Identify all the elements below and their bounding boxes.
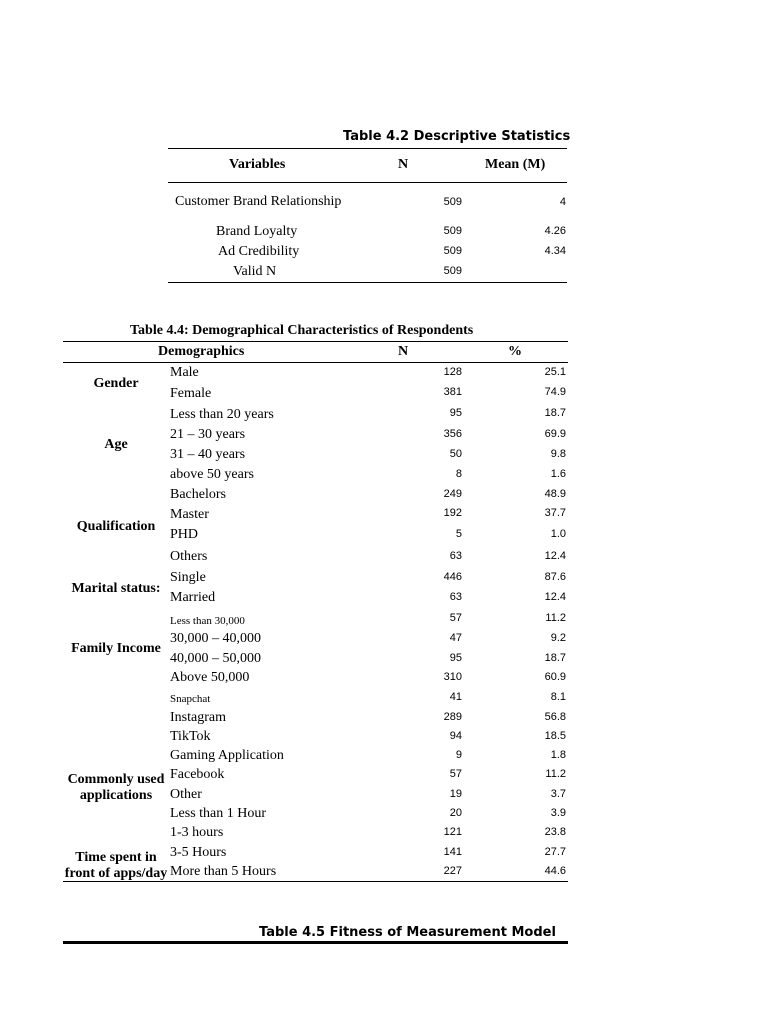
row-label: Others — [170, 549, 208, 564]
row-label: PHD — [170, 527, 199, 542]
row-n: 50 — [449, 448, 462, 460]
row-n: 9 — [455, 749, 462, 761]
row-n: 249 — [443, 488, 462, 500]
group-label-age: Age — [104, 437, 128, 452]
row-percent: 60.9 — [544, 671, 566, 683]
row-percent: 3.9 — [550, 807, 566, 819]
row-n: 509 — [443, 196, 462, 208]
row-n: 57 — [449, 768, 462, 780]
group-label-applications-line2: applications — [79, 788, 153, 803]
row-label: More than 5 Hours — [170, 864, 277, 879]
group-label-time-spent-line1: Time spent in — [75, 850, 157, 865]
row-label: Master — [170, 507, 209, 522]
row-label: Male — [170, 365, 199, 380]
group-label-family-income: Family Income — [71, 641, 161, 656]
row-n: 63 — [449, 591, 462, 603]
row-percent: 1.6 — [550, 468, 566, 480]
group-label-time-spent-line2: front of apps/day — [64, 866, 168, 881]
row-n: 141 — [443, 846, 462, 858]
row-n: 95 — [449, 407, 462, 419]
row-n: 57 — [449, 612, 462, 624]
row-n: 192 — [443, 507, 462, 519]
row-percent: 18.7 — [544, 652, 566, 664]
row-n: 63 — [449, 550, 462, 562]
row-label: Bachelors — [170, 487, 226, 502]
row-n: 5 — [455, 528, 462, 540]
row-label: 40,000 – 50,000 — [170, 651, 261, 666]
row-percent: 1.8 — [550, 749, 566, 761]
row-label: Single — [170, 570, 206, 585]
row-percent: 25.1 — [544, 366, 566, 378]
row-n: 509 — [443, 265, 462, 277]
row-n: 41 — [449, 691, 462, 703]
header-demographics: Demographics — [158, 344, 245, 359]
row-n: 356 — [443, 428, 462, 440]
row-label: above 50 years — [170, 467, 254, 482]
row-label: 1-3 hours — [170, 825, 224, 840]
row-n: 289 — [443, 711, 462, 723]
group-label-gender: Gender — [93, 376, 139, 391]
group-label-qualification: Qualification — [76, 519, 156, 534]
row-mean: 4.26 — [544, 225, 566, 237]
table-4-5-caption: Table 4.5 Fitness of Measurement Model — [259, 925, 556, 940]
table-bottom-rule — [168, 282, 567, 283]
row-percent: 11.2 — [545, 768, 566, 780]
row-mean: 4.34 — [544, 245, 566, 257]
row-percent: 27.7 — [544, 846, 566, 858]
row-percent: 12.4 — [544, 591, 566, 603]
row-percent: 3.7 — [550, 788, 566, 800]
row-percent: 1.0 — [550, 528, 566, 540]
row-percent: 37.7 — [544, 507, 566, 519]
row-percent: 69.9 — [544, 428, 566, 440]
header-rule — [63, 362, 568, 363]
table-top-rule — [63, 941, 568, 944]
header-variables: Variables — [229, 157, 286, 172]
row-n: 509 — [443, 225, 462, 237]
header-n: N — [398, 344, 409, 359]
row-n: 381 — [443, 386, 462, 398]
row-label: Gaming Application — [170, 748, 284, 763]
table-top-rule — [63, 341, 568, 342]
row-n: 94 — [449, 730, 462, 742]
row-label: Instagram — [170, 710, 226, 725]
header-rule — [168, 182, 567, 183]
row-percent: 18.5 — [544, 730, 566, 742]
row-label: Female — [170, 386, 212, 401]
row-percent: 12.4 — [544, 550, 566, 562]
row-n: 446 — [443, 571, 462, 583]
row-percent: 56.8 — [544, 711, 566, 723]
row-label: Other — [170, 787, 202, 802]
group-label-marital-status: Marital status: — [71, 581, 161, 596]
row-label: Brand Loyalty — [216, 224, 298, 239]
row-percent: 9.8 — [550, 448, 566, 460]
row-percent: 18.7 — [544, 407, 566, 419]
row-mean: 4 — [559, 196, 566, 208]
row-n: 227 — [443, 865, 462, 877]
table-4-2-caption: Table 4.2 Descriptive Statistics — [343, 129, 571, 144]
row-percent: 23.8 — [544, 826, 566, 838]
row-label: Snapchat — [170, 693, 211, 705]
row-label: 30,000 – 40,000 — [170, 631, 261, 646]
group-label-applications-line1: Commonly used — [67, 772, 165, 787]
row-label: Ad Credibility — [218, 244, 300, 259]
row-n: 19 — [449, 788, 462, 800]
row-n: 47 — [449, 632, 462, 644]
row-n: 95 — [449, 652, 462, 664]
row-percent: 74.9 — [544, 386, 566, 398]
row-label: 3-5 Hours — [170, 845, 227, 860]
row-label: 31 – 40 years — [170, 447, 246, 462]
row-label: Facebook — [170, 767, 225, 782]
row-n: 20 — [449, 807, 462, 819]
row-percent: 48.9 — [544, 488, 566, 500]
row-label: 21 – 30 years — [170, 427, 246, 442]
header-mean: Mean (M) — [485, 157, 546, 172]
row-percent: 11.2 — [545, 612, 566, 624]
row-n: 121 — [443, 826, 462, 838]
row-n: 128 — [443, 366, 462, 378]
row-label: Less than 30,000 — [170, 615, 245, 627]
row-label: Married — [170, 590, 216, 605]
row-label: Customer Brand Relationship — [175, 194, 342, 209]
row-percent: 9.2 — [550, 632, 566, 644]
row-n: 509 — [443, 245, 462, 257]
table-bottom-rule — [63, 881, 568, 882]
table-top-rule — [168, 148, 567, 149]
row-percent: 87.6 — [544, 571, 566, 583]
row-label: Valid N — [233, 264, 277, 279]
row-n: 8 — [455, 468, 462, 480]
row-n: 310 — [443, 671, 462, 683]
row-percent: 8.1 — [550, 691, 566, 703]
table-4-4-caption: Table 4.4: Demographical Characteristics of Respondents — [130, 323, 474, 338]
row-label: Less than 1 Hour — [170, 806, 267, 821]
row-label: TikTok — [170, 729, 211, 744]
row-percent: 44.6 — [544, 865, 566, 877]
row-label: Above 50,000 — [170, 670, 250, 685]
row-label: Less than 20 years — [170, 407, 274, 422]
header-percent: % — [508, 344, 522, 359]
header-n: N — [398, 157, 409, 172]
